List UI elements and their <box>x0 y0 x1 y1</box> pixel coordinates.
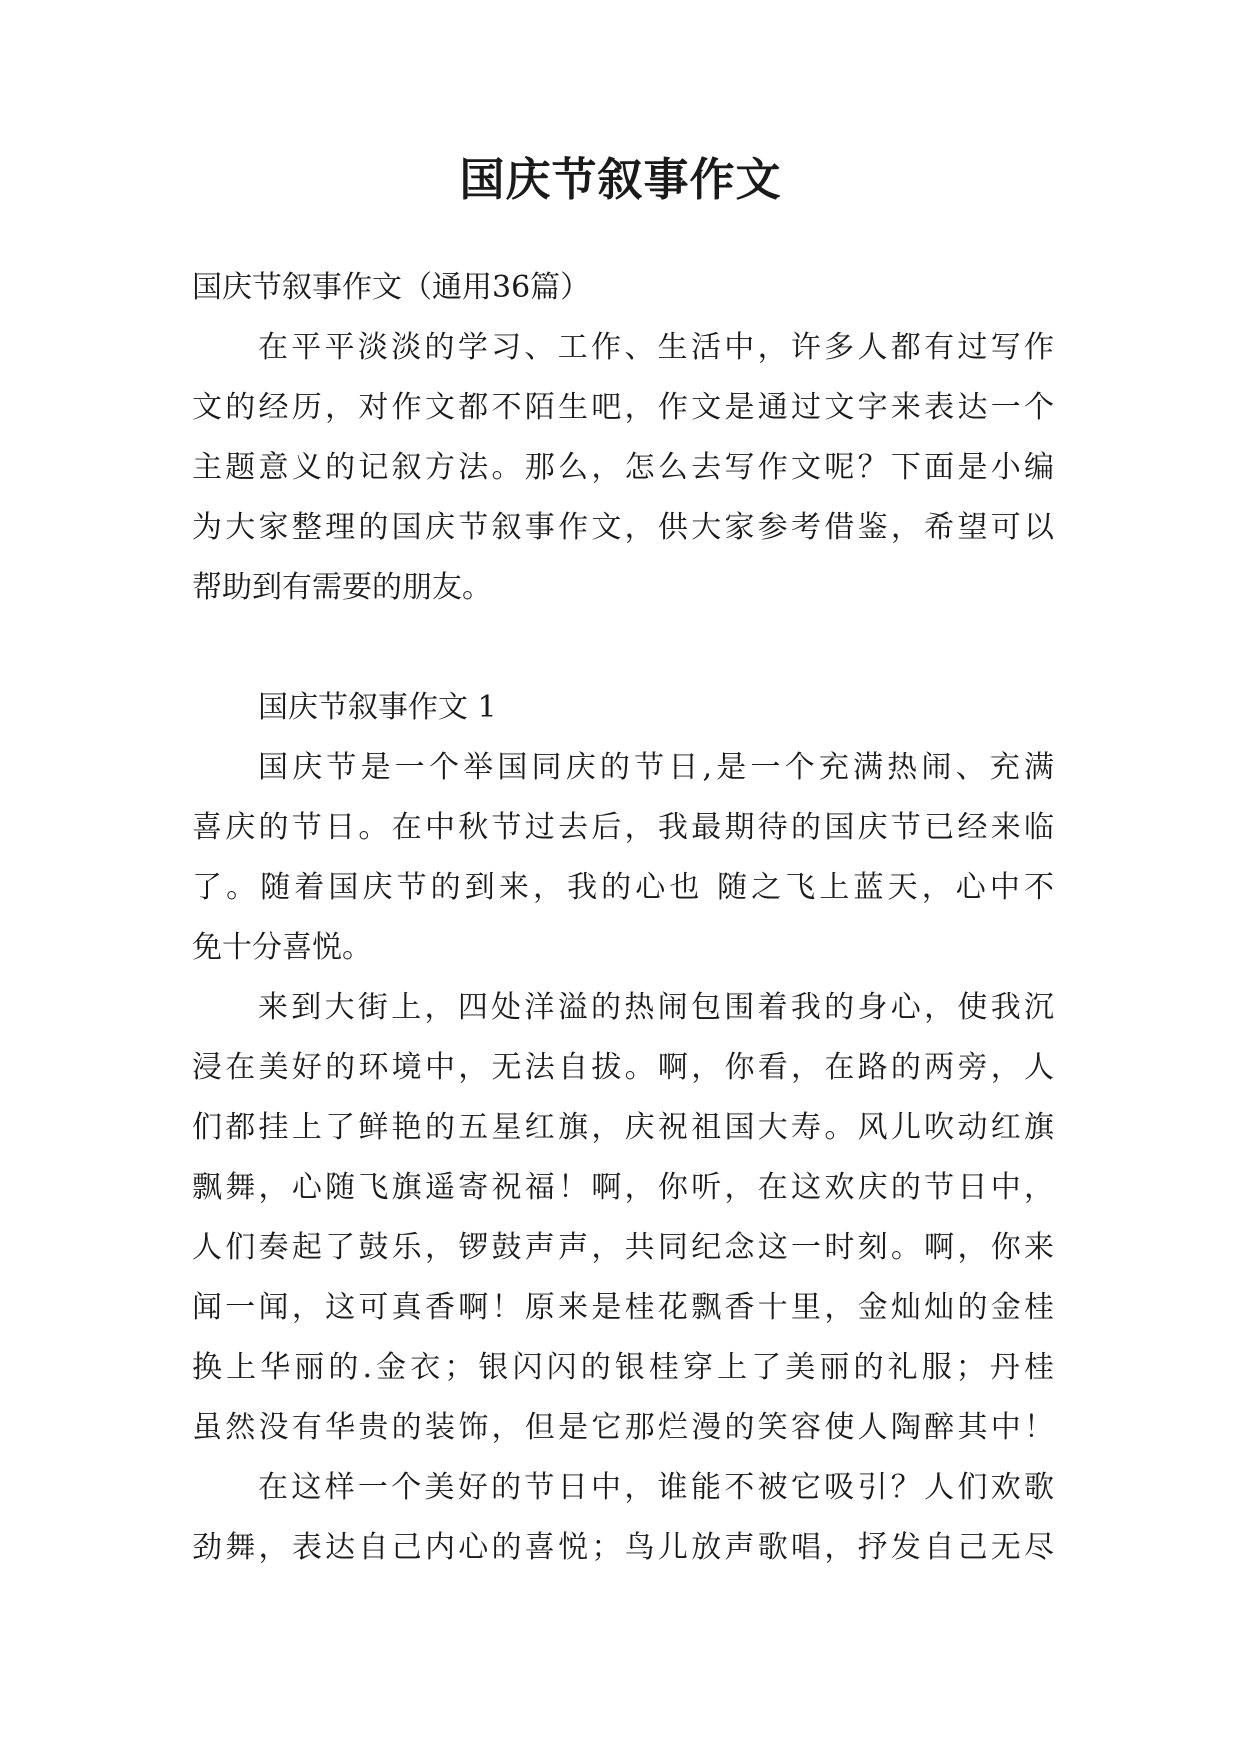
paragraph-line: 来到大街上，四处洋溢的热闹包围着我的身心，使我沉 <box>258 990 1054 1025</box>
paragraph-line: 国庆节是一个举国同庆的节日,是一个充满热闹、充满 <box>258 750 1054 785</box>
paragraph-2 <box>192 978 1054 1458</box>
paragraph-line: 浸在美好的环境中，无法自拔。啊，你看，在路的两旁，人 <box>192 1050 1054 1085</box>
paragraph-line: 换上华丽的.金衣；银闪闪的银桂穿上了美丽的礼服；丹桂 <box>192 1350 1054 1385</box>
intro-line: 文的经历，对作文都不陌生吧，作文是通过文字来表达一个 <box>192 390 1054 425</box>
paragraph-line: 劲舞，表达自己内心的喜悦；鸟儿放声歌唱，抒发自己无尽 <box>192 1530 1054 1565</box>
intro-line: 为大家整理的国庆节叙事作文，供大家参考借鉴，希望可以 <box>192 510 1054 545</box>
paragraph-line: 免十分喜悦。 <box>192 930 372 965</box>
paragraph-1 <box>192 738 1054 978</box>
intro-paragraph <box>192 318 1054 618</box>
paragraph-line: 了。随着国庆节的到来，我的心也 随之飞上蓝天，心中不 <box>192 870 1054 905</box>
intro-line: 在平平淡淡的学习、工作、生活中，许多人都有过写作 <box>258 330 1054 365</box>
paragraph-line: 飘舞，心随飞旗遥寄祝福！啊，你听，在这欢庆的节日中， <box>192 1170 1054 1205</box>
paragraph-line: 人们奏起了鼓乐，锣鼓声声，共同纪念这一时刻。啊，你来 <box>192 1230 1054 1265</box>
document-subtitle: 国庆节叙事作文（通用36篇） <box>192 270 591 305</box>
paragraph-line: 在这样一个美好的节日中，谁能不被它吸引？人们欢歌 <box>258 1470 1054 1505</box>
intro-line: 帮助到有需要的朋友。 <box>192 570 492 605</box>
document-title: 国庆节叙事作文 <box>459 153 782 206</box>
section-heading: 国庆节叙事作文 1 <box>258 690 497 725</box>
paragraph-line: 虽然没有华贵的装饰，但是它那烂漫的笑容使人陶醉其中！ <box>192 1410 1054 1445</box>
paragraph-line: 们都挂上了鲜艳的五星红旗，庆祝祖国大寿。风儿吹动红旗 <box>192 1110 1054 1145</box>
document-body <box>192 258 1054 1578</box>
paragraph-line: 闻一闻，这可真香啊！原来是桂花飘香十里，金灿灿的金桂 <box>192 1290 1054 1325</box>
paragraph-gap <box>192 618 1054 678</box>
paragraph-3 <box>192 1458 1054 1578</box>
intro-line: 主题意义的记叙方法。那么，怎么去写作文呢？下面是小编 <box>192 450 1054 485</box>
paragraph-line: 喜庆的节日。在中秋节过去后，我最期待的国庆节已经来临 <box>192 810 1054 845</box>
